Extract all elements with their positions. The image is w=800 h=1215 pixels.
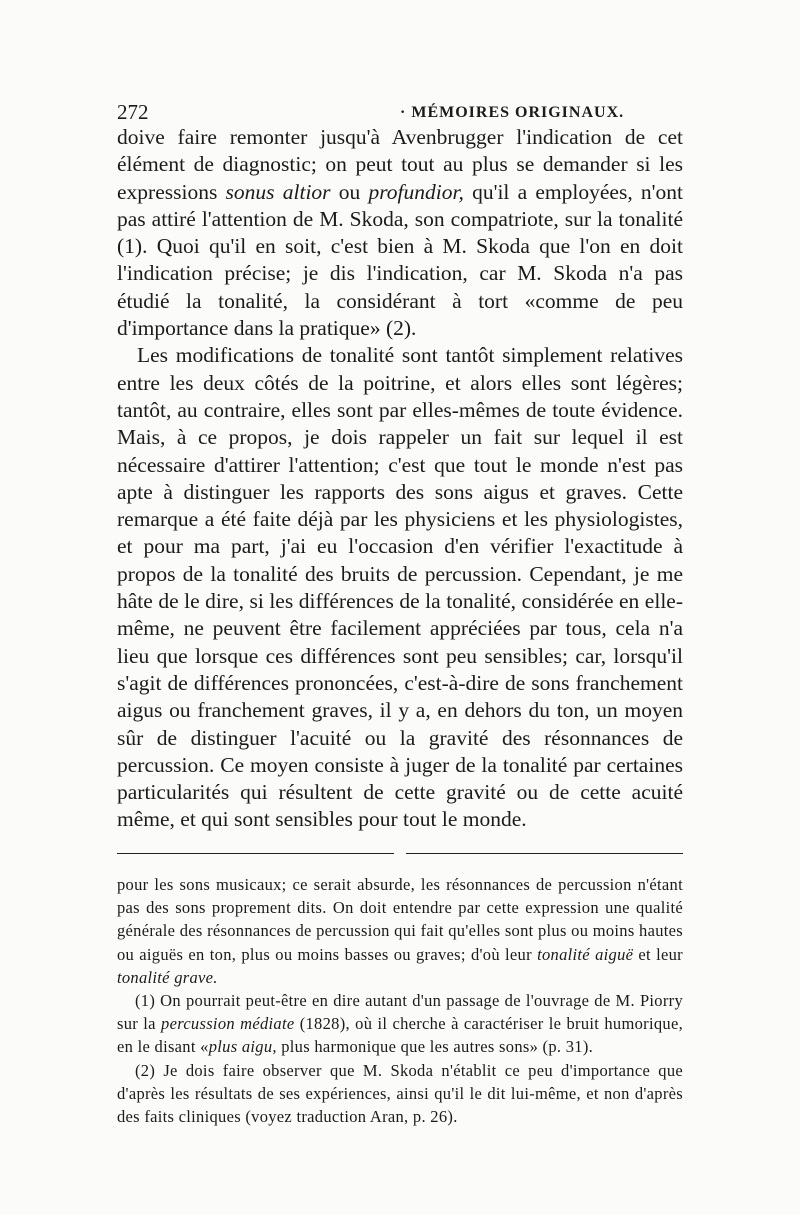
- fn-cont-italic-2: tonalité grave.: [117, 967, 218, 987]
- footnote-separator: [117, 853, 683, 857]
- p1-text-b: ou: [330, 179, 369, 204]
- paragraph-2: Les modifications de tonalité sont tantôt simplement relatives entre les deux côtés de la poitrine, et alors elles sont légères; tantôt, au contraire, elles sont par elles-mêmes de toute évidence. Mais, à ce propos, je dois rappeler un fait sur lequel il est nécessaire d'attirer l'attention; c'est que tout le monde n'est pas apte à distinguer les rapports des sons aigus et graves. Cette remarque a été faite déjà par les physiciens et les physiologistes, et pour ma part, j'ai eu l'occasion d'en vérifier l'exactitude à propos de la tonalité des bruits de percussion. Cependant, je me hâte de le dire, si les différences de la tonalité, considérée en elle-même, ne peuvent être facilement appréciées par tous, cela n'a lieu que lorsque ces différences sont peu sensibles; car, lorsqu'il s'agit de différences prononcées, c'est-à-dire de sons franchement aigus ou franchement graves, il y a, en dehors du ton, un moyen sûr de distinguer l'acuité ou la gravité des résonnances de percussion. Ce moyen consiste à juger de la tonalité par certaines particularités qui résultent de cette gravité ou de cette acuité même, et qui sont sensibles pour tout le monde.: [117, 343, 683, 832]
- p1-text-a: doive faire remonter jusqu'à Avenbrugger l'indication de cet élément de diagnostic; on peut tout au plus se demander si les expressions: [117, 125, 683, 204]
- fn-cont-italic-1: tonalité aiguë: [537, 944, 634, 964]
- fn1-text-a: (1) On pourrait peut-être en dire autant d'un passage de l'ouvrage de M. Piorry sur la: [117, 991, 683, 1034]
- footnote-continuation: [117, 873, 683, 989]
- running-head: · MÉMOIRES ORIGINAUX.: [400, 104, 625, 121]
- fn-cont-text-b: et leur: [633, 944, 683, 964]
- footnotes: [117, 873, 683, 1128]
- p1-italic-sonus-altior: sonus altior: [225, 179, 331, 204]
- p1-italic-profundior: profundior,: [368, 179, 464, 204]
- fn1-text-b: (1828), où il cherche à caractériser le bruit humorique, en le disant «: [117, 1014, 683, 1057]
- separator-rule-left: [117, 853, 394, 854]
- fn1-italic-1: percussion médiate: [161, 1014, 295, 1034]
- footnote-1: [117, 989, 683, 1059]
- page-number: 272: [117, 100, 149, 124]
- paragraph-1: [117, 124, 683, 342]
- footnote-2: (2) Je dois faire observer que M. Skoda n'établit ce peu d'importance que d'après les résultats de ses expériences, ainsi qu'il le dit lui-même, et non d'après des faits cliniques (voyez traduction Aran, p. 26).: [117, 1060, 683, 1127]
- p1-text-c: qu'il a employées, n'ont pas attiré l'attention de M. Skoda, son compatriote, sur la tonalité (1). Quoi qu'il en soit, c'est bien à M. Skoda que l'on en doit l'indication précise; je dis l'indication, car M. Skoda n'a pas étudié la tonalité, la considérant à tort «comme de peu d'importance dans la pratique» (2).: [117, 179, 684, 341]
- fn-cont-text-a: pour les sons musicaux; ce serait absurde, les résonnances de percussion n'étant pas des sons proprement dits. On doit entendre par cette expression une qualité générale des résonnances de percussion qui fait qu'elles sont plus ou moins hautes ou aiguës en ton, plus ou moins basses ou graves; d'où leur: [117, 875, 683, 964]
- separator-rule-right: [406, 853, 683, 854]
- fn1-text-c: plus harmonique que les autres sons» (p. 31).: [276, 1037, 594, 1057]
- main-text: [117, 124, 683, 834]
- fn1-italic-2: plus aigu,: [208, 1037, 277, 1057]
